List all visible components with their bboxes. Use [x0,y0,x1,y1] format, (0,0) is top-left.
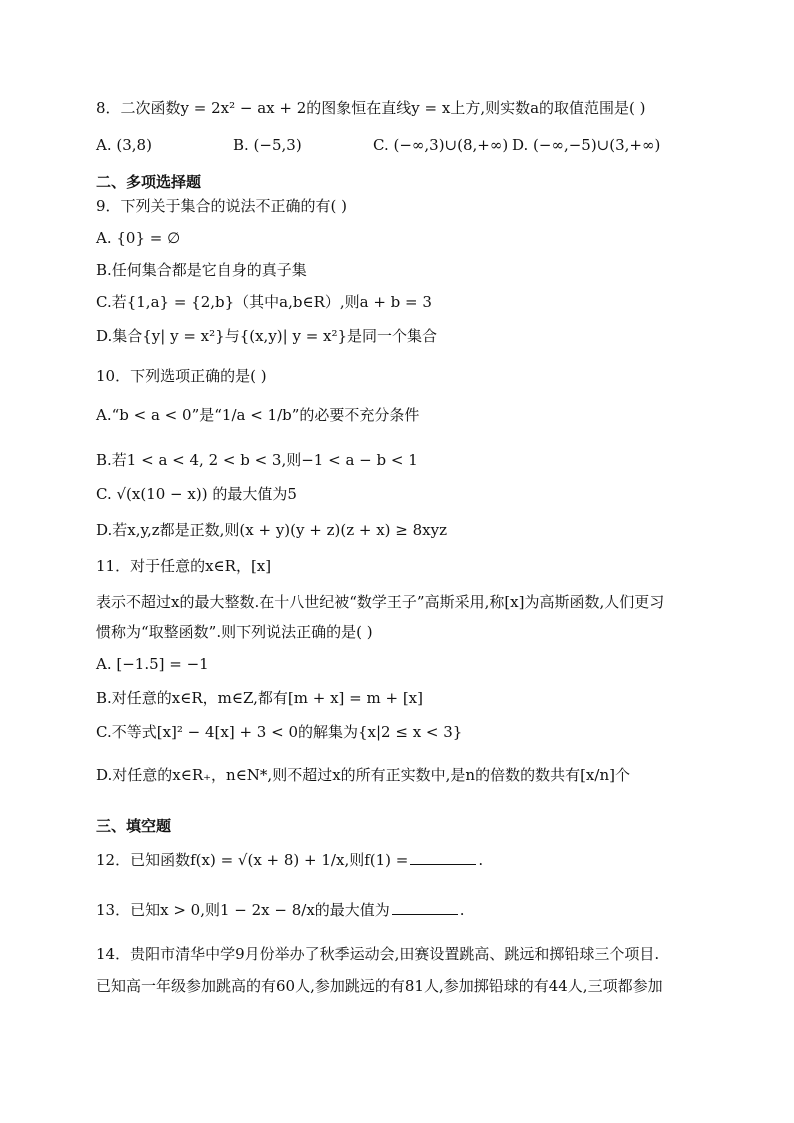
q11-option-a: A. [−1.5] = −1 [96,655,209,673]
q13-period: . [459,901,465,919]
q10-option-a: A.“b < a < 0”是“1/a < 1/b”的必要不充分条件 [96,406,420,424]
q9-stem: 9．下列关于集合的说法不正确的有( ) [96,197,348,215]
q13-answer-blank[interactable] [392,900,458,915]
q11-stem-line1: 11．对于任意的x∈R，[x] [96,557,272,575]
q9-option-a: A. {0} = ∅ [96,229,181,247]
q12-stem: 12．已知函数f(x) = √(x + 8) + 1/x,则f(1) = [96,851,409,869]
section-title-multi-choice: 二、多项选择题 [96,173,202,191]
q8-option-a: A. (3,8) [96,136,152,154]
q8-option-d: D. (−∞,−5)∪(3,+∞) [512,136,661,154]
q13-line [96,900,465,920]
q9-option-d: D.集合{y| y = x²}与{(x,y)| y = x²}是同一个集合 [96,327,438,345]
q11-option-d: D.对任意的x∈R₊，n∈N*,则不超过x的所有正实数中,是n的倍数的数共有[x/n]个 [96,766,630,784]
q10-option-b: B.若1 < a < 4, 2 < b < 3,则−1 < a − b < 1 [96,451,418,469]
q9-option-b: B.任何集合都是它自身的真子集 [96,261,307,279]
q8-option-c: C. (−∞,3)∪(8,+∞) [373,136,509,154]
q13-stem: 13．已知x > 0,则1 − 2x − 8/x的最大值为 [96,901,390,919]
q12-answer-blank[interactable] [410,850,476,865]
q11-stem-line3: 惯称为“取整函数”.则下列说法正确的是( ) [96,623,373,641]
q12-period: . [478,851,484,869]
q11-option-c: C.不等式[x]² − 4[x] + 3 < 0的解集为{x|2 ≤ x < 3} [96,723,463,741]
q8-stem: 8．二次函数y = 2x² − ax + 2的图象恒在直线y = x上方,则实数a的取值范围是( ) [96,99,646,117]
q10-stem: 10．下列选项正确的是( ) [96,367,267,385]
q11-option-b: B.对任意的x∈R，m∈Z,都有[m + x] = m + [x] [96,689,423,707]
q10-option-d: D.若x,y,z都是正数,则(x + y)(y + z)(z + x) ≥ 8xyz [96,521,447,539]
q10-option-c: C. √(x(10 − x)) 的最大值为5 [96,485,297,503]
q8-option-b: B. (−5,3) [233,136,302,154]
q11-stem-line2: 表示不超过x的最大整数.在十八世纪被“数学王子”高斯采用,称[x]为高斯函数,人们更习 [96,593,665,611]
q9-option-c: C.若{1,a} = {2,b}（其中a,b∈R）,则a + b = 3 [96,293,432,311]
section-title-fill-in: 三、填空题 [96,817,172,835]
q12-line [96,850,483,870]
q14-line2: 已知高一年级参加跳高的有60人,参加跳远的有81人,参加掷铅球的有44人,三项都参加 [96,977,663,995]
q14-line1: 14．贵阳市清华中学9月份举办了秋季运动会,田赛设置跳高、跳远和掷铅球三个项目. [96,945,660,963]
